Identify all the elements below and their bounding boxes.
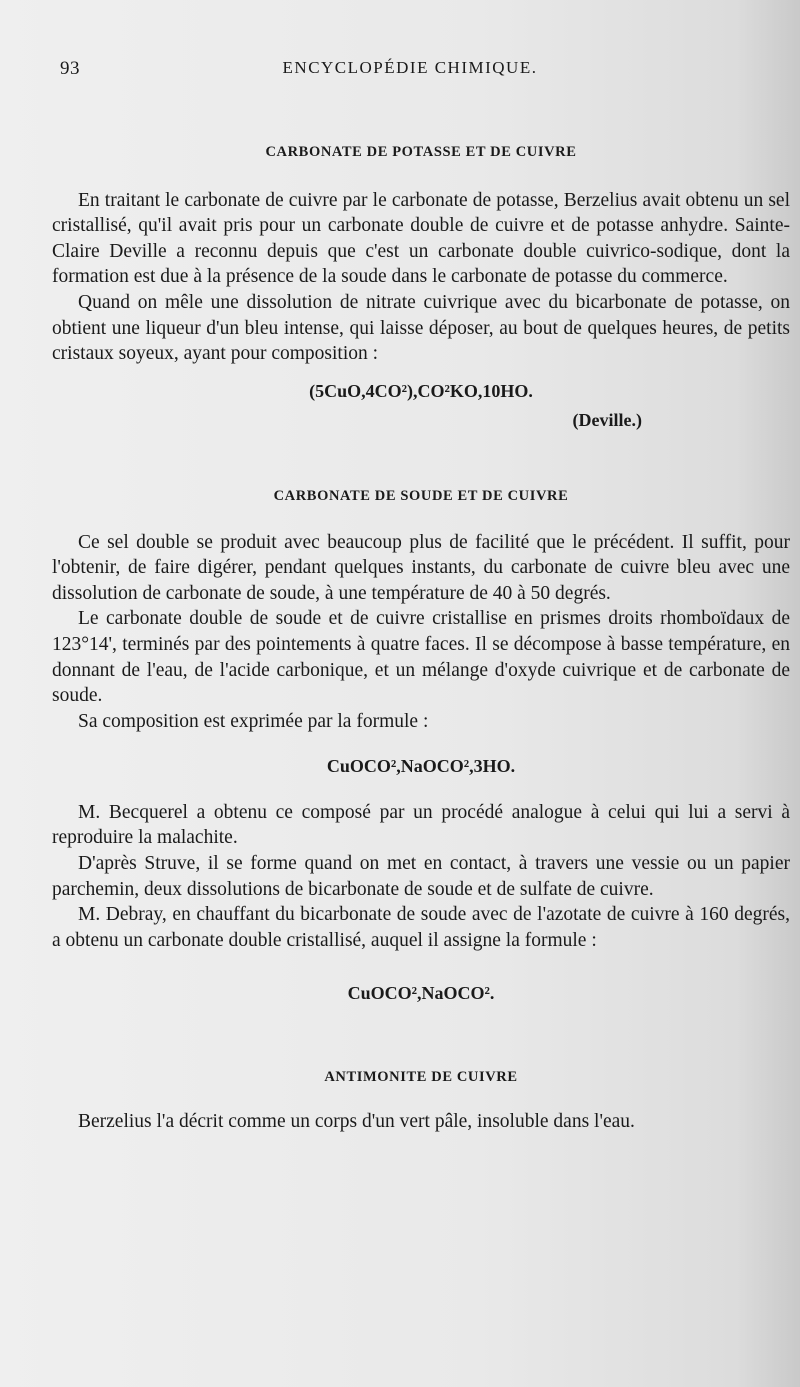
formula: CuOCO²,NaOCO²,3HO. <box>326 756 516 777</box>
attribution: (Deville.) <box>572 410 642 431</box>
page-number: 93 <box>60 58 80 79</box>
paragraph: M. Becquerel a obtenu ce composé par un procédé analogue à celui qui lui a servi à reproduire la malachite. <box>52 801 790 849</box>
paragraph: Sa composition est exprimée par la formule : <box>78 710 429 732</box>
formula: CuOCO²,NaOCO². <box>347 983 495 1004</box>
paragraph: Quand on mêle une dissolution de nitrate cuivrique avec du bicarbonate de potasse, on obtient une liqueur d'un bleu intense, qui laisse déposer, au bout de quelques heures, de petits cristaux soyeux, ayant pour composition : <box>52 291 790 365</box>
page-content <box>52 140 790 1134</box>
paragraph: Ce sel double se produit avec beaucoup plus de facilité que le précédent. Il suffit, pour l'obtenir, de faire digérer, pendant quelques instants, du carbonate de cuivre bleu avec une dissolution de carbonate de soude, à une température de 40 à 50 degrés. <box>52 531 790 604</box>
header-title: ENCYCLOPÉDIE CHIMIQUE. <box>282 58 538 77</box>
paragraph: Berzelius l'a décrit comme un corps d'un vert pâle, insoluble dans l'eau. <box>78 1110 635 1132</box>
section-title-soude: CARBONATE DE SOUDE ET DE CUIVRE <box>273 487 569 504</box>
section-title-antimonite: ANTIMONITE DE CUIVRE <box>324 1069 518 1086</box>
section-title-potasse: CARBONATE DE POTASSE ET DE CUIVRE <box>265 144 577 160</box>
paragraph: M. Debray, en chauffant du bicarbonate de soude avec de l'azotate de cuivre à 160 degrés, a obtenu un carbonate double cristallisé, auquel il assigne la formule : <box>52 904 790 951</box>
running-head <box>60 58 760 82</box>
paragraph: En traitant le carbonate de cuivre par le carbonate de potasse, Berzelius avait obtenu un sel cristallisé, qu'il avait pris pour un carbonate double de cuivre et de potasse anhydre. Sainte-Claire Deville a reconnu depuis que c'est un carbonate double cuivrico-sodique, dont la formation est due à la présence de la soude dans le carbonate de potasse du commerce. <box>52 189 790 288</box>
formula: (5CuO,4CO²),CO²KO,10HO. <box>309 380 533 401</box>
paragraph: D'après Struve, il se forme quand on met en contact, à travers une vessie ou un papier parchemin, deux dissolutions de bicarbonate de soude et de sulfate de cuivre. <box>52 853 790 900</box>
paragraph: Le carbonate double de soude et de cuivre cristallise en prismes droits rhomboïdaux de 123°14', terminés par des pointements à quatre faces. Il se décompose à basse température, en donnant de l'eau, de l'acide carbonique, et un mélange d'oxyde cuivrique et de carbonate de soude. <box>52 608 790 707</box>
